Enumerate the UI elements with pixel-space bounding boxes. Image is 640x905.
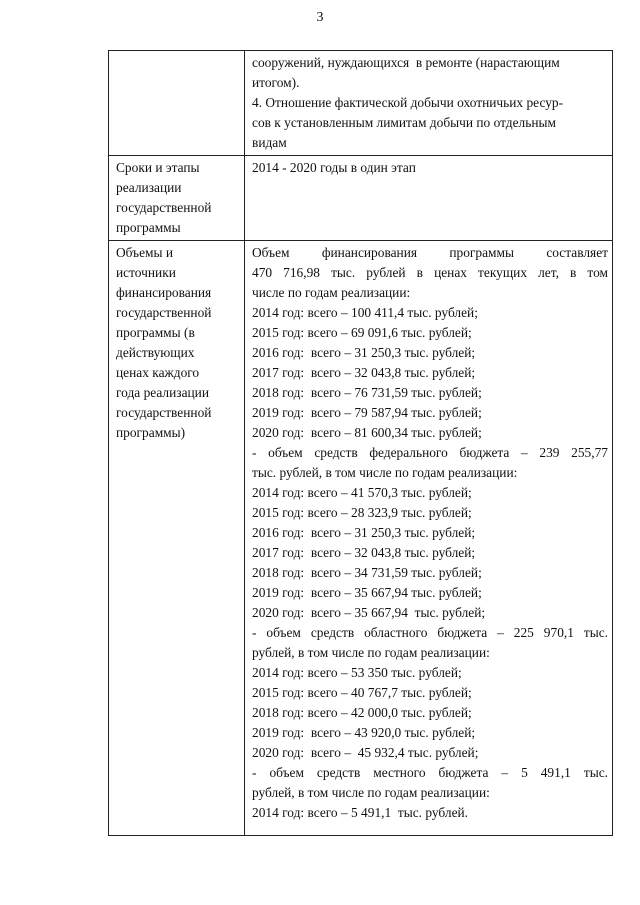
content-line: сооружений, нуждающихся в ремонте (нарастающим — [252, 55, 560, 70]
content-line: 4. Отношение фактической добычи охотничьих ресур- — [252, 95, 564, 110]
label-line: государственной — [116, 405, 212, 420]
content-line: 2017 год: всего – 32 043,8 тыс. рублей; — [252, 365, 476, 380]
label-line: программы) — [116, 425, 186, 440]
content-line: - объем средств областного бюджета – 225 970,1 тыс. — [252, 625, 608, 640]
content-line: 2020 год: всего – 35 667,94 тыс. рублей; — [252, 605, 486, 620]
content-line: рублей, в том числе по годам реализации: — [252, 785, 490, 800]
content-line: 2020 год: всего – 81 600,34 тыс. рублей; — [252, 425, 482, 440]
row-label-cell — [109, 241, 245, 836]
label-line: реализации — [116, 180, 182, 195]
label-line: Сроки и этапы — [116, 160, 200, 175]
content-line: 2017 год: всего – 32 043,8 тыс. рублей; — [252, 545, 476, 560]
content-line: сов к установленным лимитам добычи по отдельным — [252, 115, 556, 130]
content-line: 2018 год: всего – 42 000,0 тыс. рублей; — [252, 705, 472, 720]
content-line: 2015 год: всего – 69 091,6 тыс. рублей; — [252, 325, 472, 340]
indicators-continued-row — [109, 51, 613, 156]
content-line: 2015 год: всего – 40 767,7 тыс. рублей; — [252, 685, 472, 700]
content-line: 2016 год: всего – 31 250,3 тыс. рублей; — [252, 525, 476, 540]
content-line: 2018 год: всего – 34 731,59 тыс. рублей; — [252, 565, 482, 580]
row-label-cell — [109, 156, 245, 241]
content-line: рублей, в том числе по годам реализации: — [252, 645, 490, 660]
content-line: тыс. рублей, в том числе по годам реализации: — [252, 465, 518, 480]
content-line: 470 716,98 тыс. рублей в ценах текущих лет, в том — [252, 265, 608, 280]
label-line: Объемы и — [116, 245, 174, 260]
content-line: Объем финансирования программы составляет — [252, 245, 608, 260]
label-line: года реализации — [116, 385, 210, 400]
content-line: - объем средств местного бюджета – 5 491,1 тыс. — [252, 765, 608, 780]
label-line: программы — [116, 220, 181, 235]
content-line: 2016 год: всего – 31 250,3 тыс. рублей; — [252, 345, 476, 360]
row-content-cell — [245, 156, 613, 241]
content-line: 2018 год: всего – 76 731,59 тыс. рублей; — [252, 385, 482, 400]
label-line: государственной — [116, 200, 212, 215]
label-line: финансирования — [116, 285, 212, 300]
content-line: 2019 год: всего – 43 920,0 тыс. рублей; — [252, 725, 476, 740]
row-content-cell — [245, 241, 613, 836]
label-line: источники — [116, 265, 176, 280]
page-number: 3 — [316, 10, 324, 25]
label-line: ценах каждого — [116, 365, 200, 380]
terms-and-stages-row — [109, 156, 613, 241]
row-content-cell — [245, 51, 613, 156]
content-line: 2014 год: всего – 100 411,4 тыс. рублей; — [252, 305, 478, 320]
content-line: 2020 год: всего – 45 932,4 тыс. рублей; — [252, 745, 479, 760]
content-line: числе по годам реализации: — [252, 285, 411, 300]
content-line: 2014 - 2020 годы в один этап — [252, 160, 416, 175]
financing-volume-row — [109, 241, 613, 836]
content-line: - объем средств федерального бюджета – 239 255,77 — [252, 445, 608, 460]
content-line: 2019 год: всего – 79 587,94 тыс. рублей; — [252, 405, 482, 420]
content-line: 2015 год: всего – 28 323,9 тыс. рублей; — [252, 505, 472, 520]
content-line: 2019 год: всего – 35 667,94 тыс. рублей; — [252, 585, 482, 600]
content-line: 2014 год: всего – 5 491,1 тыс. рублей. — [252, 805, 469, 820]
content-line: видам — [252, 135, 287, 150]
label-line: программы (в — [116, 325, 195, 340]
label-line: действующих — [116, 345, 195, 360]
content-line: итогом). — [252, 75, 300, 90]
label-line: государственной — [116, 305, 212, 320]
passport-table — [108, 50, 613, 836]
content-line: 2014 год: всего – 53 350 тыс. рублей; — [252, 665, 462, 680]
row-label-cell — [109, 51, 245, 156]
content-line: 2014 год: всего – 41 570,3 тыс. рублей; — [252, 485, 472, 500]
